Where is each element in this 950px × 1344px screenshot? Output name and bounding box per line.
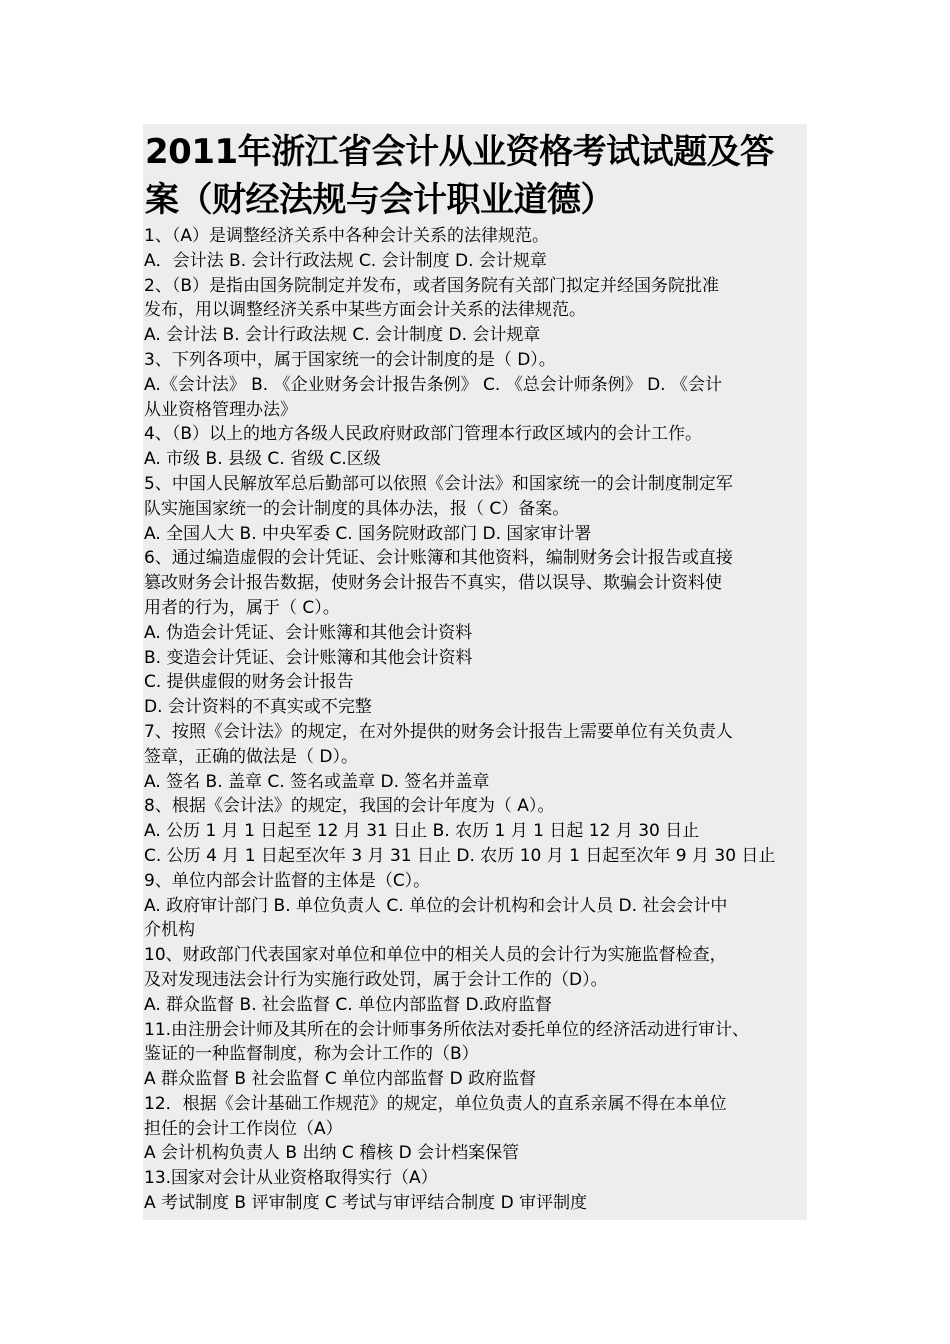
- text-line: A. 全国人大 B. 中央军委 C. 国务院财政部门 D. 国家审计署: [144, 523, 592, 544]
- text-line: 9、单位内部会计监督的主体是（C）。: [144, 870, 431, 891]
- text-line: A.《会计法》 B. 《企业财务会计报告条例》 C. 《总会计师条例》 D. 《会计: [144, 374, 722, 395]
- text-line: 4、（B）以上的地方各级人民政府财政部门管理本行政区域内的会计工作。: [144, 424, 702, 445]
- text-line: 1、（A）是调整经济关系中各种会计关系的法律规范。: [144, 226, 549, 246]
- text-line: 队实施国家统一的会计制度的具体办法，报（ C）备案。: [144, 498, 570, 519]
- text-line: 8、根据《会计法》的规定，我国的会计年度为（ A）。: [144, 796, 555, 817]
- text-line: 13.国家对会计从业资格取得实行（A）: [144, 1168, 438, 1189]
- text-line: 签章，正确的做法是（ D）。: [144, 746, 358, 767]
- text-line: 用者的行为，属于（ C）。: [144, 597, 340, 618]
- text-line: 介机构: [144, 920, 195, 941]
- text-line: 发布，用以调整经济关系中某些方面会计关系的法律规范。: [144, 300, 586, 321]
- text-line: 篡改财务会计报告数据，使财务会计报告不真实，借以误导、欺骗会计资料使: [144, 573, 722, 594]
- text-line: A. 政府审计部门 B. 单位负责人 C. 单位的会计机构和会计人员 D. 社会会计中: [144, 895, 728, 916]
- document-body: [143, 224, 807, 1216]
- title-line-1: 2011年浙江省会计从业资格考试试题及答: [145, 132, 774, 172]
- text-line: A. 会计法 B. 会计行政法规 C. 会计制度 D. 会计规章: [144, 325, 541, 346]
- text-line: 担任的会计工作岗位（A）: [144, 1118, 343, 1139]
- title-line-2: 案（财经法规与会计职业道德）: [145, 180, 614, 220]
- text-line: 2、（B）是指由国务院制定并发布，或者国务院有关部门拟定并经国务院批准: [144, 275, 719, 296]
- text-line: A．会计法 B. 会计行政法规 C. 会计制度 D. 会计规章: [144, 250, 547, 271]
- text-line: 3、下列各项中，属于国家统一的会计制度的是（ D）。: [144, 349, 556, 370]
- text-line: A. 公历 1 月 1 日起至 12 月 31 日止 B. 农历 1 月 1 日起 12 月 30 日止: [144, 821, 700, 842]
- text-line: A 会计机构负责人 B 出纳 C 稽核 D 会计档案保管: [144, 1143, 520, 1164]
- text-line: D. 会计资料的不真实或不完整: [144, 697, 372, 718]
- text-line: 6、通过编造虚假的会计凭证、会计账簿和其他资料，编制财务会计报告或直接: [144, 548, 733, 569]
- text-line: A. 市级 B. 县级 C. 省级 C.区级: [144, 449, 381, 470]
- text-line: 从业资格管理办法》: [144, 399, 297, 420]
- text-line: 11.由注册会计师及其所在的会计师事务所依法对委托单位的经济活动进行审计、: [144, 1019, 750, 1040]
- text-line: A 群众监督 B 社会监督 C 单位内部监督 D 政府监督: [144, 1069, 537, 1090]
- document-page: [143, 124, 807, 1220]
- text-line: 鉴证的一种监督制度，称为会计工作的（B）: [144, 1044, 479, 1065]
- text-line: 7、按照《会计法》的规定，在对外提供的财务会计报告上需要单位有关负责人: [144, 721, 733, 742]
- text-line: A. 群众监督 B. 社会监督 C. 单位内部监督 D.政府监督: [144, 994, 552, 1015]
- document-title: [143, 124, 807, 224]
- text-line: A. 伪造会计凭证、会计账簿和其他会计资料: [144, 622, 473, 643]
- text-line: A. 签名 B. 盖章 C. 签名或盖章 D. 签名并盖章: [144, 771, 490, 792]
- text-line: 5、中国人民解放军总后勤部可以依照《会计法》和国家统一的会计制度制定军: [144, 473, 733, 494]
- text-line: A 考试制度 B 评审制度 C 考试与审评结合制度 D 审评制度: [144, 1193, 588, 1214]
- text-line: 10、财政部门代表国家对单位和单位中的相关人员的会计行为实施监督检查，: [144, 945, 727, 966]
- text-line: C. 公历 4 月 1 日起至次年 3 月 31 日止 D. 农历 10 月 1 日起至次年 9 月 30 日止: [144, 845, 776, 866]
- text-line: 12．根据《会计基础工作规范》的规定，单位负责人的直系亲属不得在本单位: [144, 1093, 727, 1114]
- text-line: C. 提供虚假的财务会计报告: [144, 672, 354, 693]
- text-line: 及对发现违法会计行为实施行政处罚，属于会计工作的（D）。: [144, 969, 608, 990]
- text-line: B. 变造会计凭证、会计账簿和其他会计资料: [144, 647, 473, 668]
